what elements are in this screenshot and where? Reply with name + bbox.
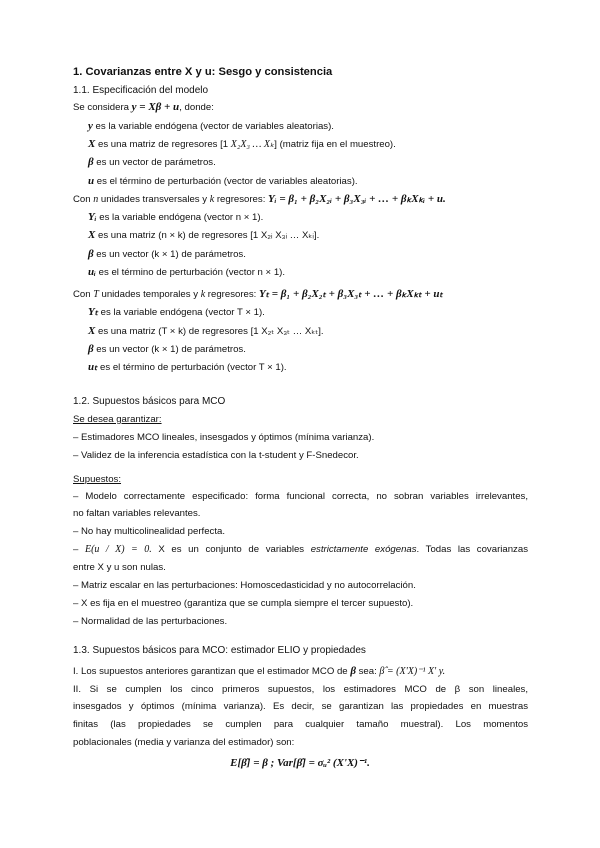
model-equation: y = Xβ + u [131,101,180,113]
time-series-equation: Yₜ = β₁ + β₂X₂ₜ + β₃X₃ₜ + … + βₖXₖₜ + uₜ [259,288,443,300]
section-heading-1-2: 1.2. Supuestos básicos para MCO [73,396,226,407]
paragraph-line: finitas (las propiedades se cumplen para cualquier tamaño muestral). Los momentos [73,719,528,730]
definition-item [88,325,324,338]
text: . Todas las covarianzas [416,544,528,555]
text: Con [73,289,94,300]
paragraph-line: poblacionales (media y varianza del estimador) son: [73,737,295,748]
definition-item [88,266,285,279]
estimator-paragraph [73,665,445,678]
assumption-text: – Matriz escalar en las perturbaciones: Homoscedasticidad y no autocorrelación. [73,580,416,591]
beta-symbol: β [350,665,356,677]
goal-label: Se desea garantizar: [73,414,162,425]
model-intro [73,101,214,114]
definition-text: es la variable endógena (vector n × 1). [96,212,264,223]
symbol: X [88,138,96,150]
ols-estimator-equation: β̂ = (X'X)⁻¹ X' y. [379,666,446,677]
definition-text: es la variable endógena (vector T × 1). [97,307,265,318]
definition-text: es un vector (k × 1) de parámetros. [93,344,246,355]
intro-suffix: , donde: [179,102,214,113]
text: Con [73,194,94,205]
definition-text: es un vector de parámetros. [93,157,216,168]
symbol: Yᵢ [88,211,97,223]
symbol: uₜ [88,361,98,373]
text: sea: [355,666,380,677]
definition-text: ] (matriz fija en el muestreo). [274,139,396,150]
text: regresores: [205,289,259,300]
goal-item: – Validez de la inferencia estadística con la t-student y F-Snedecor. [73,450,359,461]
exogeneity-equation: E(u / X) = 0. [84,544,152,555]
text: unidades transversales y [98,194,210,205]
assumption-text: – Modelo correctamente especificado: forma funcional correcta, no sobran variables irrelevantes, [73,491,528,502]
text: regresores: [214,194,269,205]
cross-section-intro [73,193,446,206]
definition-text: es una matriz (n × k) de regresores [1 X₂ᵢ X₃ᵢ … Xₖᵢ]. [95,230,320,241]
section-heading-1-3: 1.3. Supuestos básicos para MCO: estimador ELIO y propiedades [73,645,366,656]
goal-item: – Estimadores MCO lineales, insesgados y óptimos (mínima varianza). [73,432,375,443]
definition-item [88,120,334,133]
paragraph-line: II. Si se cumplen los cinco primeros supuestos, los estimadores MCO de β son lineales, [73,684,528,695]
definition-item [88,343,246,356]
text: – [73,544,85,555]
assumption-text: – No hay multicolinealidad perfecta. [73,526,225,537]
var-T: T [93,289,99,300]
emphasis-text: estrictamente exógenas [310,544,417,555]
definition-item [88,248,246,261]
assumption-exogeneity [73,544,528,556]
intro-text: Se considera [73,102,132,113]
definition-text: es el término de perturbación (vector n × 1). [95,267,286,278]
definition-text: es el término de perturbación (vector T × 1). [97,362,287,373]
regressor-list: X₂X₃ … Xₖ [230,139,275,150]
symbol: uᵢ [88,266,96,278]
symbol: X [88,325,96,337]
time-series-intro [73,288,443,301]
symbol: β [88,343,94,355]
symbol: β [88,156,94,168]
var-n: n [93,194,99,205]
symbol: u [88,175,95,187]
definition-item [88,138,396,151]
definition-text: es el término de perturbación (vector de variables aleatorias). [94,176,358,187]
assumption-text: – Normalidad de las perturbaciones. [73,616,228,627]
text: X es un conjunto de variables [151,544,311,555]
definition-item [88,229,319,242]
definition-text: es la variable endógena (vector de variables aleatorias). [92,121,334,132]
definition-item [88,175,358,188]
definition-item [88,361,287,374]
definition-item [88,306,265,319]
var-k: k [209,194,215,205]
var-k: k [200,289,206,300]
symbol: X [88,229,96,241]
assumption-text: no faltan variables relevantes. [73,508,201,519]
assumptions-label: Supuestos: [73,474,122,485]
definition-text: es una matriz (T × k) de regresores [1 X₂ₜ X₃ₜ … Xₖₜ]. [95,326,324,337]
text: I. Los supuestos anteriores garantizan que el estimador MCO de [73,666,351,677]
definition-item [88,211,263,224]
text: unidades temporales y [98,289,201,300]
moments-equation: E[β̂] = β ; Var[β̂] = σᵤ² (X'X)⁻¹. [230,757,370,769]
definition-text: es un vector (k × 1) de parámetros. [93,249,246,260]
assumption-text: – X es fija en el muestreo (garantiza que se cumpla siempre el tercer supuesto). [73,598,414,609]
page-title: 1. Covarianzas entre X y u: Sesgo y consistencia [73,66,333,78]
symbol: β [88,248,94,260]
section-heading-1-1: 1.1. Especificación del modelo [73,85,209,96]
cross-section-equation: Yᵢ = β₁ + β₂X₂ᵢ + β₃X₃ᵢ + … + βₖXₖᵢ + u. [268,193,446,205]
definition-text: es una matriz de regresores [1 [95,139,231,150]
assumption-text: entre X y u son nulas. [73,562,166,573]
paragraph-line: insesgados y óptimos (mínima varianza). Es decir, se garantizan las propiedades en muestras [73,701,528,712]
symbol: Yₜ [88,306,98,318]
definition-item [88,156,216,169]
symbol: y [88,120,93,132]
